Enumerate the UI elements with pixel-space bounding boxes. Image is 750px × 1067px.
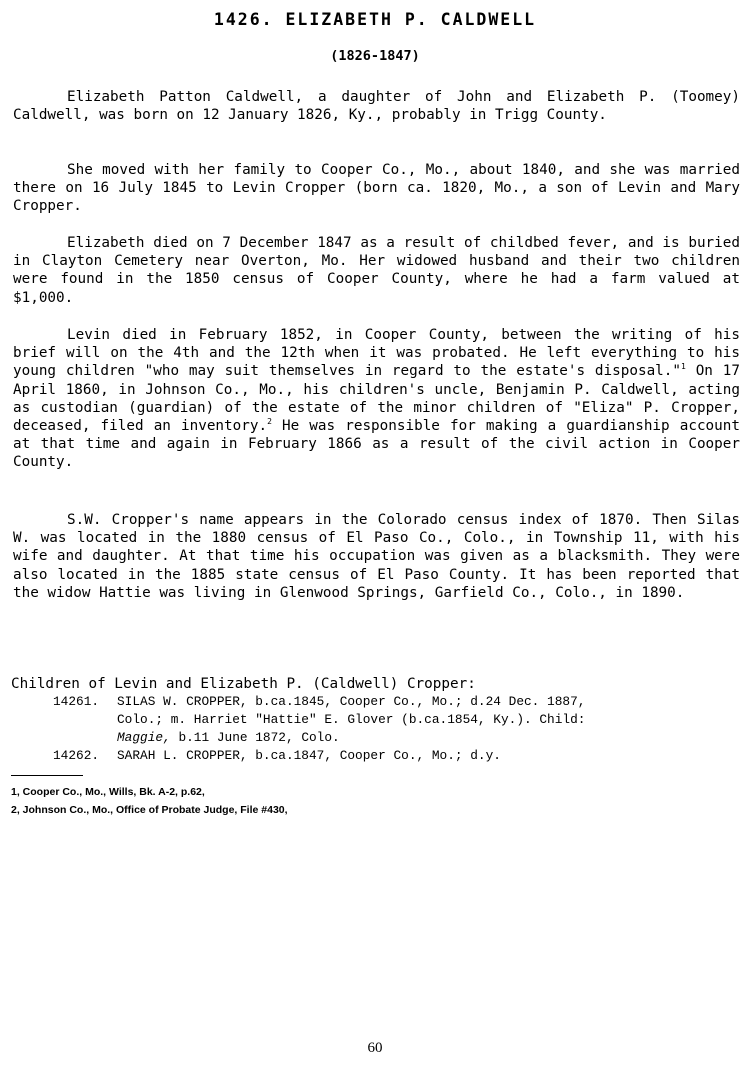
child-number: 14261. <box>53 694 100 709</box>
estate-text-part1: Levin died in February 1852, in Cooper County, between the writing of his brief will on the 4th and the 12th when it was probated. He left everything to his young children "who may suit themselves in regard to the estate's disposal." <box>13 327 740 380</box>
life-years: (1826-1847) <box>330 48 420 64</box>
child-line3 <box>53 729 728 747</box>
footnote-1: 1, Cooper Co., Mo., Wills, Bk. A-2, p.62, <box>11 786 205 798</box>
estate-text-part3: He was responsible for making a guardianship account at that time and again in February 1866 as a result of the civil action in Cooper County. <box>13 418 740 471</box>
grandchild-details: b.11 June 1872, Colo. <box>170 729 340 745</box>
child-entry-14261 <box>53 693 728 746</box>
child-number: 14262. <box>53 748 100 763</box>
paragraph-birth: Elizabeth Patton Caldwell, a daughter of John and Elizabeth P. (Toomey) Caldwell, was born on 12 January 1826, Ky., probably in Trigg County. <box>13 89 740 124</box>
grandchild-name: Maggie, <box>117 729 171 745</box>
page-number: 60 <box>367 1040 383 1056</box>
child-line1: SILAS W. CROPPER, b.ca.1845, Cooper Co., Mo.; d.24 Dec. 1887, <box>117 694 586 709</box>
footnote-ref-2: 2 <box>267 417 272 427</box>
footnote-ref-1: 1 <box>681 362 686 372</box>
paragraph-census: S.W. Cropper's name appears in the Colorado census index of 1870. Then Silas W. was located in the 1880 census of El Paso Co., Colo., in Township 11, with his wife and daughter. At that time his occupation was given as a blacksmith. They were also located in the 1885 state census of El Paso County. It has been reported that the widow Hattie was living in Glenwood Springs, Garfield Co., Colo., in 1890. <box>13 512 740 601</box>
child-entry-14262 <box>53 747 728 765</box>
footnote-divider <box>11 775 83 776</box>
paragraph-marriage: She moved with her family to Cooper Co., Mo., about 1840, and she was married there on 16 July 1845 to Levin Cropper (born ca. 1820, Mo., a son of Levin and Mary Cropper. <box>13 162 740 215</box>
footnote-2: 2, Johnson Co., Mo., Office of Probate Judge, File #430, <box>11 804 288 816</box>
child-line1: SARAH L. CROPPER, b.ca.1847, Cooper Co., Mo.; d.y. <box>117 748 501 763</box>
paragraph-estate <box>13 326 740 472</box>
paragraph-death: Elizabeth died on 7 December 1847 as a result of childbed fever, and is buried in Clayton Cemetery near Overton, Mo. Her widowed husband and their two children were found in the 1850 census of Cooper County, where he had a farm valued at $1,000. <box>13 235 740 306</box>
page-title: 1426. ELIZABETH P. CALDWELL <box>213 10 537 29</box>
children-heading: Children of Levin and Elizabeth P. (Caldwell) Cropper: <box>11 676 476 692</box>
estate-text-part2: On 17 April 1860, in Johnson Co., Mo., his children's uncle, Benjamin P. Caldwell, acting as custodian (guardian) of the estate of the minor children of "Eliza" P. Cropper, deceased, filed an inventory. <box>13 363 740 435</box>
child-line2: Colo.; m. Harriet "Hattie" E. Glover (b.ca.1854, Ky.). Child: <box>117 711 586 727</box>
